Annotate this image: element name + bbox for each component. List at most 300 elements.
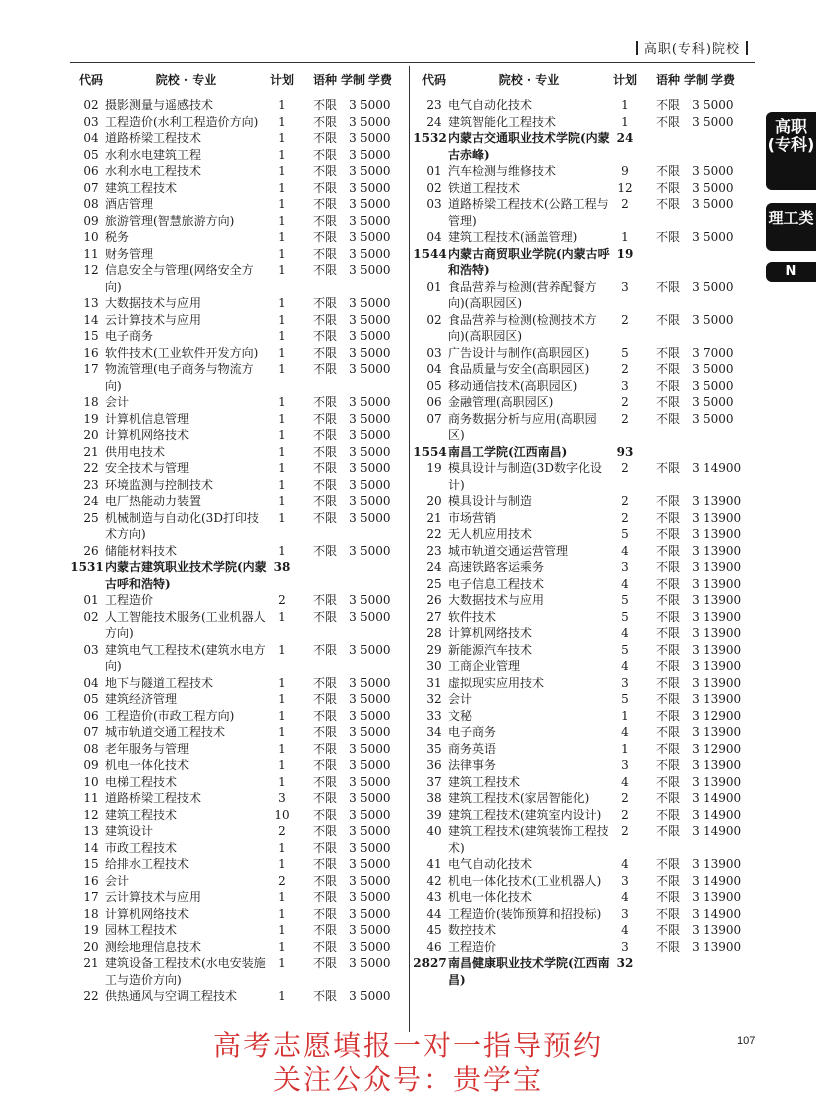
fee-cell: 5000 [703,164,734,178]
table-row [72,790,415,807]
fee-cell: 5000 [360,791,391,805]
plan-cell: 3 [621,675,629,690]
plan-cell: 1 [278,906,286,921]
table-row [415,889,758,906]
years-cell: 3 [349,774,357,789]
years-cell: 3 [349,411,357,426]
lang-cell: 不限 [312,807,337,822]
fee-cell: 5000 [360,890,391,904]
table-row [72,906,415,923]
column-header [72,64,415,97]
school-row [415,130,758,163]
years-cell: 3 [349,180,357,195]
name-cell: 南昌工学院(江西南昌) [448,444,568,459]
column-header [415,64,758,97]
fee-cell: 12900 [703,741,742,756]
plan-cell: 2 [278,873,286,888]
lang-cell: 不限 [312,213,337,228]
code-cell: 16 [83,345,99,360]
plan-cell: 1 [621,230,629,244]
name-cell: 建筑工程技术 [105,180,178,195]
lang-cell: 不限 [655,774,680,789]
running-head [630,38,754,57]
years-cell: 3 [349,741,357,756]
header-fee: 学费 [368,73,393,87]
name-cell: 建筑经济管理 [105,692,178,706]
lang-cell: 不限 [655,576,680,591]
code-cell: 14 [83,840,99,855]
lang-cell: 不限 [655,494,680,508]
code-cell: 33 [426,708,442,723]
fee-cell: 13900 [703,593,742,607]
years-cell: 3 [349,593,357,607]
table-row [415,724,758,741]
name-cell: 旅游管理(智慧旅游方向) [105,213,235,228]
name-cell: 道路桥梁工程技术 [105,131,202,145]
name-cell: 南昌健康职业技术学院(江西南昌) [448,956,610,987]
lang-cell: 不限 [312,939,337,954]
name-cell: 财务管理 [105,246,154,261]
school-row [415,444,758,461]
fee-cell: 14900 [703,906,742,921]
name-cell: 内蒙古商贸职业学院(内蒙古呼和浩特) [448,246,610,277]
fee-cell: 5000 [360,98,391,112]
lang-cell: 不限 [312,98,337,112]
plan-cell: 3 [621,939,629,954]
plan-cell: 1 [278,939,286,954]
code-cell: 06 [83,164,99,178]
fee-cell: 5000 [703,180,734,195]
plan-cell: 2 [621,824,629,838]
years-cell: 3 [349,609,357,624]
table-row [415,279,758,312]
tab-level: 高职(专科) [766,112,816,190]
code-cell: 15 [83,857,99,871]
plan-cell: 12 [617,180,633,195]
code-cell: 42 [426,873,442,888]
code-cell: 24 [83,494,99,508]
lang-cell: 不限 [312,477,337,492]
plan-cell: 2 [621,510,629,525]
fee-cell: 5000 [703,98,734,112]
years-cell: 3 [692,774,700,789]
plan-cell: 3 [621,378,629,393]
code-cell: 31 [426,675,442,690]
plan-cell: 1 [278,428,286,442]
fee-cell: 13900 [703,725,742,739]
years-cell: 3 [349,345,357,360]
years-cell: 3 [692,642,700,657]
fee-cell: 5000 [360,461,391,475]
tab-category: 理工类 [766,203,816,251]
table-row [72,955,415,988]
code-cell: 25 [426,576,442,591]
table-row [72,609,415,642]
code-cell: 22 [83,989,99,1003]
lang-cell: 不限 [312,345,337,360]
code-cell: 10 [83,774,99,789]
plan-cell: 1 [278,180,286,195]
table-row [415,163,758,180]
table-row [72,444,415,461]
name-cell: 无人机应用技术 [448,527,533,541]
plan-cell: 1 [278,543,286,558]
plan-cell: 1 [278,213,286,228]
lang-cell: 不限 [655,659,680,673]
code-cell: 02 [426,312,442,327]
table-row [72,856,415,873]
fee-cell: 5000 [360,939,391,954]
code-cell: 18 [83,395,99,409]
name-cell: 电气自动化技术 [448,857,533,871]
lang-cell: 不限 [312,362,337,376]
code-cell: 22 [83,461,99,475]
years-cell: 3 [349,923,357,937]
table-row [415,741,758,758]
code-cell: 45 [426,923,442,937]
table-row [72,477,415,494]
fee-cell: 13900 [703,642,742,657]
code-cell: 05 [426,378,442,393]
name-cell: 电厂热能动力装置 [105,494,202,508]
plan-cell: 1 [278,890,286,904]
name-cell: 建筑设备工程技术(水电安装施工与造价方向) [105,956,266,987]
years-cell: 3 [349,642,357,657]
lang-cell: 不限 [312,329,337,343]
code-cell: 24 [426,114,442,129]
code-cell: 11 [83,791,99,805]
code-cell: 09 [83,213,99,228]
lang-cell: 不限 [655,395,680,409]
header-years: 学制 [340,73,365,87]
lang-cell: 不限 [655,312,680,327]
plan-cell: 3 [621,758,629,772]
code-cell: 01 [426,164,442,178]
fee-cell: 5000 [360,395,391,409]
plan-cell: 1 [278,609,286,624]
table-row [72,675,415,692]
name-cell: 会计 [448,692,473,706]
years-cell: 3 [692,527,700,541]
code-cell: 2827 [413,956,447,970]
lang-cell: 不限 [655,461,680,475]
plan-cell: 1 [278,642,286,657]
code-cell: 18 [83,906,99,921]
years-cell: 3 [692,725,700,739]
lang-cell: 不限 [312,428,337,442]
table-row [72,988,415,1005]
years-cell: 3 [692,98,700,112]
table-row [72,394,415,411]
table-row [415,312,758,345]
fee-cell: 5000 [703,378,734,393]
name-cell: 环境监测与控制技术 [105,477,214,492]
table-row [415,378,758,395]
code-cell: 04 [83,131,99,145]
table-row [415,708,758,725]
code-cell: 26 [83,543,99,558]
lang-cell: 不限 [655,642,680,657]
code-cell: 28 [426,626,442,640]
code-cell: 08 [83,197,99,211]
name-cell: 建筑设计 [105,824,154,838]
fee-cell: 5000 [360,444,391,459]
name-cell: 测绘地理信息技术 [105,939,202,954]
lang-cell: 不限 [655,741,680,756]
years-cell: 3 [692,395,700,409]
plan-cell: 5 [621,642,629,657]
lang-cell: 不限 [312,609,337,624]
years-cell: 3 [692,873,700,888]
fee-cell: 7000 [703,345,734,360]
table-row [72,724,415,741]
table-row [72,774,415,791]
lang-cell: 不限 [312,824,337,838]
lang-cell: 不限 [655,791,680,805]
name-cell: 老年服务与管理 [105,741,190,756]
lang-cell: 不限 [655,890,680,904]
plan-cell: 1 [278,774,286,789]
code-cell: 21 [426,510,442,525]
years-cell: 3 [692,180,700,195]
name-cell: 建筑工程技术(建筑装饰工程技术) [448,824,609,855]
code-cell: 1554 [413,444,447,459]
code-cell: 23 [426,543,442,558]
plan-cell: 1 [278,197,286,211]
table-row [72,708,415,725]
school-row [415,246,758,279]
table-row [415,345,758,362]
lang-cell: 不限 [312,758,337,772]
plan-cell: 1 [278,147,286,162]
code-cell: 05 [83,692,99,706]
fee-cell: 14900 [703,461,742,475]
years-cell: 3 [349,312,357,327]
plan-cell: 5 [621,609,629,624]
code-cell: 12 [83,263,99,277]
plan-cell: 1 [278,263,286,277]
name-cell: 酒店管理 [105,197,154,211]
lang-cell: 不限 [312,593,337,607]
years-cell: 3 [349,147,357,162]
name-cell: 机电一体化技术 [105,758,190,772]
table-row [72,295,415,312]
code-cell: 24 [426,560,442,574]
plan-cell: 5 [621,593,629,607]
table-row [415,493,758,510]
tab-letter: N [766,262,816,282]
name-cell: 电子商务 [105,329,154,343]
plan-cell: 4 [621,626,629,640]
plan-cell: 2 [621,791,629,805]
name-cell: 内蒙古交通职业技术学院(内蒙古赤峰) [448,131,610,162]
lang-cell: 不限 [655,824,680,838]
plan-cell: 1 [278,477,286,492]
plan-cell: 1 [621,708,629,723]
plan-cell: 2 [621,411,629,426]
code-cell: 12 [83,807,99,822]
code-cell: 17 [83,890,99,904]
years-cell: 3 [692,923,700,937]
name-cell: 电气自动化技术 [448,98,533,112]
lang-cell: 不限 [312,494,337,508]
plan-cell: 1 [278,131,286,145]
lang-cell: 不限 [312,180,337,195]
fee-cell: 5000 [360,906,391,921]
fee-cell: 13900 [703,890,742,904]
years-cell: 3 [692,576,700,591]
years-cell: 3 [692,741,700,756]
fee-cell: 13900 [703,939,742,954]
table-row [415,823,758,856]
name-cell: 机电一体化技术 [448,890,533,904]
lang-cell: 不限 [312,956,337,970]
fee-cell: 13900 [703,923,742,937]
table-row [415,559,758,576]
name-cell: 人工智能技术服务(工业机器人方向) [105,609,266,640]
lang-cell: 不限 [655,906,680,921]
name-cell: 高速铁路客运乘务 [448,560,545,574]
table-row [72,130,415,147]
name-cell: 商务数据分析与应用(高职园区) [448,411,597,442]
fee-cell: 5000 [360,824,391,838]
name-cell: 移动通信技术(高职园区) [448,378,578,393]
years-cell: 3 [349,395,357,409]
code-cell: 07 [83,725,99,739]
table-row [415,97,758,114]
lang-cell: 不限 [312,642,337,657]
lang-cell: 不限 [655,626,680,640]
code-cell: 38 [426,791,442,805]
name-cell: 信息安全与管理(网络安全方向) [105,263,254,294]
table-row [415,510,758,527]
plan-cell: 1 [278,758,286,772]
plan-cell: 1 [278,411,286,426]
fee-cell: 5000 [360,428,391,442]
fee-cell: 13900 [703,659,742,673]
years-cell: 3 [349,989,357,1003]
table-row [415,229,758,246]
fee-cell: 13900 [703,576,742,591]
table-row [415,460,758,493]
plan-cell: 1 [278,923,286,937]
fee-cell: 5000 [360,593,391,607]
header-lang: 语种 [312,73,337,87]
years-cell: 3 [349,98,357,112]
table-row [72,543,415,560]
code-cell: 01 [83,593,99,607]
name-cell: 建筑工程技术 [105,807,178,822]
fee-cell: 5000 [360,609,391,624]
name-cell: 法律事务 [448,758,497,772]
code-cell: 46 [426,939,442,954]
fee-cell: 5000 [360,543,391,558]
table-row [72,312,415,329]
table-row [72,427,415,444]
lang-cell: 不限 [312,543,337,558]
name-cell: 汽车检测与维修技术 [448,164,557,178]
years-cell: 3 [349,708,357,723]
table-row [415,625,758,642]
plan-cell: 4 [621,923,629,937]
running-head-text: 高职(专科)院校 [643,42,740,57]
fee-cell: 12900 [703,708,742,723]
code-cell: 40 [426,824,442,838]
plan-cell: 5 [621,527,629,541]
code-cell: 21 [83,444,99,459]
years-cell: 3 [349,675,357,690]
plan-cell: 2 [621,197,629,211]
lang-cell: 不限 [655,873,680,888]
lang-cell: 不限 [655,362,680,376]
fee-cell: 5000 [703,312,734,327]
lang-cell: 不限 [312,131,337,145]
years-cell: 3 [349,246,357,261]
years-cell: 3 [692,494,700,508]
lang-cell: 不限 [312,312,337,327]
code-cell: 39 [426,807,442,822]
header-code: 代码 [421,73,446,87]
plan-cell: 3 [621,906,629,921]
code-cell: 35 [426,741,442,756]
years-cell: 3 [349,857,357,871]
plan-cell: 1 [278,510,286,525]
fee-cell: 5000 [360,246,391,261]
table-row [415,196,758,229]
table-row [72,642,415,675]
fee-cell: 5000 [360,411,391,426]
plan-cell: 1 [278,444,286,459]
lang-cell: 不限 [312,395,337,409]
years-cell: 3 [349,197,357,211]
years-cell: 3 [349,428,357,442]
plan-cell: 4 [621,725,629,739]
fee-cell: 14900 [703,807,742,822]
name-cell: 内蒙古建筑职业技术学院(内蒙古呼和浩特) [105,560,267,591]
name-cell: 金融管理(高职园区) [448,395,554,409]
plan-cell: 1 [278,461,286,475]
code-cell: 06 [83,708,99,723]
table-row [72,246,415,263]
name-cell: 电子商务 [448,725,497,739]
years-cell: 3 [349,807,357,822]
lang-cell: 不限 [312,774,337,789]
plan-cell: 1 [278,494,286,508]
name-cell: 市政工程技术 [105,840,178,855]
fee-cell: 14900 [703,824,742,838]
name-cell: 水利水电建筑工程 [105,147,202,162]
years-cell: 3 [349,114,357,129]
plan-cell: 1 [278,692,286,706]
code-cell: 1531 [70,560,104,574]
page-number: 107 [737,1035,756,1047]
years-cell: 3 [692,857,700,871]
years-cell: 3 [692,279,700,294]
plan-cell: 4 [621,543,629,558]
school-row [415,955,758,988]
plan-cell: 3 [621,873,629,888]
years-cell: 3 [692,626,700,640]
table-row [72,460,415,477]
table-row [415,790,758,807]
name-cell: 建筑智能化工程技术 [448,114,557,129]
fee-cell: 5000 [703,230,734,244]
lang-cell: 不限 [312,461,337,475]
plan-cell: 1 [278,956,286,970]
years-cell: 3 [692,411,700,426]
years-cell: 3 [349,543,357,558]
name-cell: 给排水工程技术 [105,857,190,871]
